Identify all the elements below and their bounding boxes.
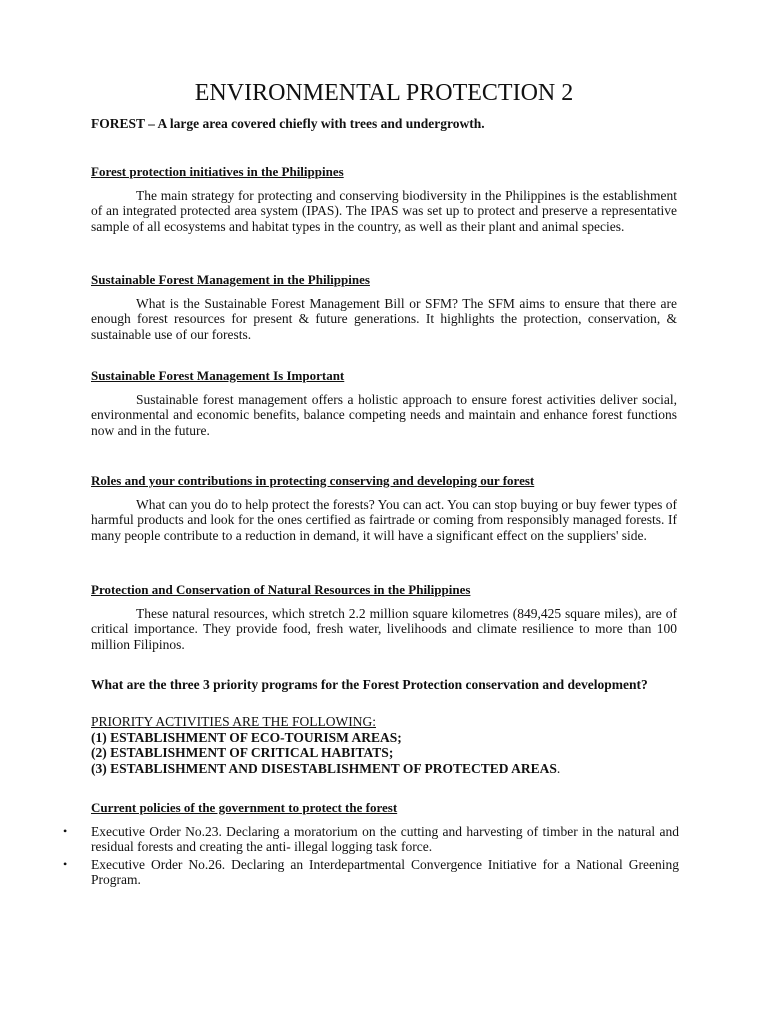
policies-list [63,824,679,890]
priority-item: (1) ESTABLISHMENT OF ECO-TOURISM AREAS; [91,729,402,745]
section-body-natural-resources: These natural resources, which stretch 2.2 million square kilometres (849,425 square miles), are of critical importance. They provide food, fresh water, livelihoods and climate resilience to more than 100 million Filipinos. [91,606,677,652]
section-heading-natural-resources: Protection and Conservation of Natural Resources in the Philippines [91,582,471,597]
policies-heading: Current policies of the government to protect the forest [91,800,398,815]
priority-item: (3) ESTABLISHMENT AND DISESTABLISHMENT OF PROTECTED AREAS [91,760,557,776]
bullet-icon: • [63,856,68,871]
priority-trailing-period: . [556,760,561,776]
section-body-sfm: What is the Sustainable Forest Management Bill or SFM? The SFM aims to ensure that there are enough forest resources for present & future generations. It highlights the protection, conservation, & sustainable use of our forests. [91,296,677,342]
section-body-forest-protection: The main strategy for protecting and conserving biodiversity in the Philippines is the establishment of an integrated protected area system (IPAS). The IPAS was set up to protect and preserve a representative sample of all ecosystems and habitat types in the country, as well as their plant and animal species. [91,188,677,234]
list-item [63,824,679,855]
bullet-icon: • [63,824,68,838]
forest-definition: FOREST – A large area covered chiefly with trees and undergrowth. [91,116,485,131]
policy-text: Executive Order No.26. Declaring an Interdepartmental Convergence Initiative for a National Greening Program. [91,856,679,888]
section-heading-roles: Roles and your contributions in protecting conserving and developing our forest [91,473,535,488]
priority-item-last [91,761,560,776]
page-title: ENVIRONMENTAL PROTECTION 2 [194,80,574,106]
section-heading-forest-protection: Forest protection initiatives in the Philippines [91,164,344,179]
section-heading-sfm-important: Sustainable Forest Management Is Important [91,368,345,383]
section-heading-sfm: Sustainable Forest Management in the Philippines [91,272,370,287]
priority-item: (2) ESTABLISHMENT OF CRITICAL HABITATS; [91,745,394,761]
policy-text: Executive Order No.23. Declaring a moratorium on the cutting and harvesting of timber in the natural and residual forests and creating the anti- illegal logging task force. [91,824,679,855]
section-body-sfm-important: Sustainable forest management offers a holistic approach to ensure forest activities deliver social, environmental and economic benefits, balance competing needs and maintain and enhance forest functions now and in the future. [91,392,677,438]
priority-question: What are the three 3 priority programs for the Forest Protection conservation and development? [91,677,648,692]
priority-activities [91,714,691,776]
section-body-roles: What can you do to help protect the forests? You can act. You can stop buying or buy fewer types of harmful products and look for the ones certified as fairtrade or coming from responsibly managed forests. If many people contribute to a reduction in demand, it will have a significant effect on the suppliers' side. [91,497,677,543]
priority-lead: PRIORITY ACTIVITIES ARE THE FOLLOWING: [91,714,376,729]
list-item [63,857,679,888]
